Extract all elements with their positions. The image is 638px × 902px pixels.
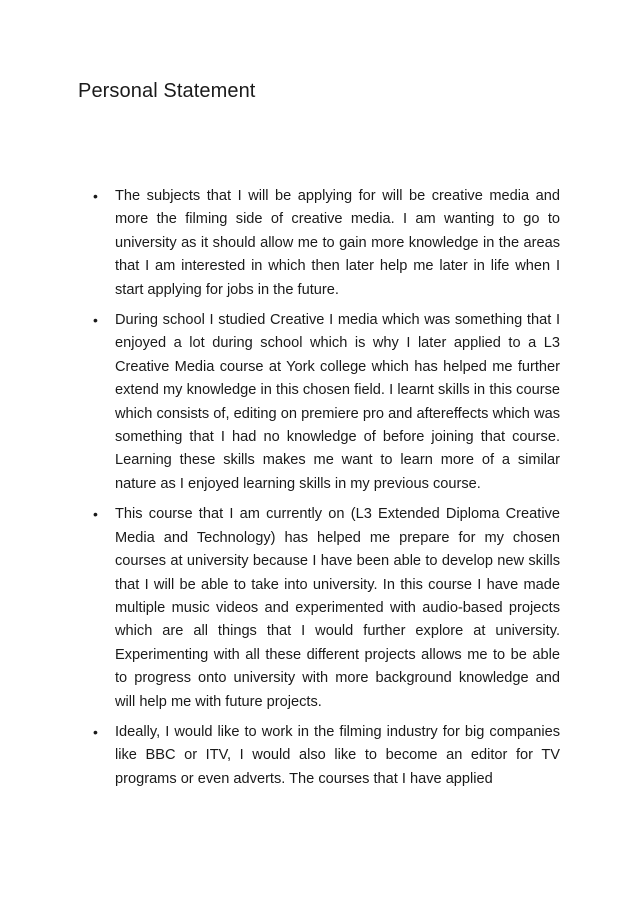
page-title: Personal Statement (78, 80, 256, 102)
list-item (90, 721, 560, 791)
list-item (90, 503, 560, 714)
paragraph-text: During school I studied Creative I media which was something that I enjoyed a lot during school which is why I later applied to a L3 Creative Media course at York college which has helped me further extend my knowledge in this chosen field. I learnt skills in this course which consists of, editing on premiere pro and aftereffects which was something that I had no knowledge of before joining that course. Learning these skills makes me want to learn more of a similar nature as I enjoyed learning skills in my previous course. (115, 312, 560, 492)
list-item (90, 185, 560, 302)
paragraph-text: The subjects that I will be applying for will be creative media and more the filming side of creative media. I am wanting to go to university as it should allow me to gain more knowledge in the areas that I am interested in which then later help me later in life when I start applying for jobs in the future. (115, 188, 560, 298)
paragraph-text: This course that I am currently on (L3 Extended Diploma Creative Media and Technology) has helped me prepare for my chosen courses at university because I have been able to develop new skills that I will be able to take into university. In this course I have made multiple music videos and experimented with audio-based projects which are all things that I would further explore at university. Experimenting with all these different projects allows me to be able to progress onto university with more background knowledge and will help me with future projects. (115, 506, 560, 710)
bullet-icon: • (93, 188, 98, 204)
bullet-list (90, 185, 560, 798)
list-item (90, 309, 560, 496)
bullet-icon: • (93, 723, 98, 740)
paragraph-text: Ideally, I would like to work in the filming industry for big companies like BBC or ITV, I would also like to become an editor for TV programs or even adverts. The courses that I have applied (115, 723, 560, 787)
bullet-icon: • (93, 312, 98, 329)
bullet-icon: • (93, 506, 98, 523)
